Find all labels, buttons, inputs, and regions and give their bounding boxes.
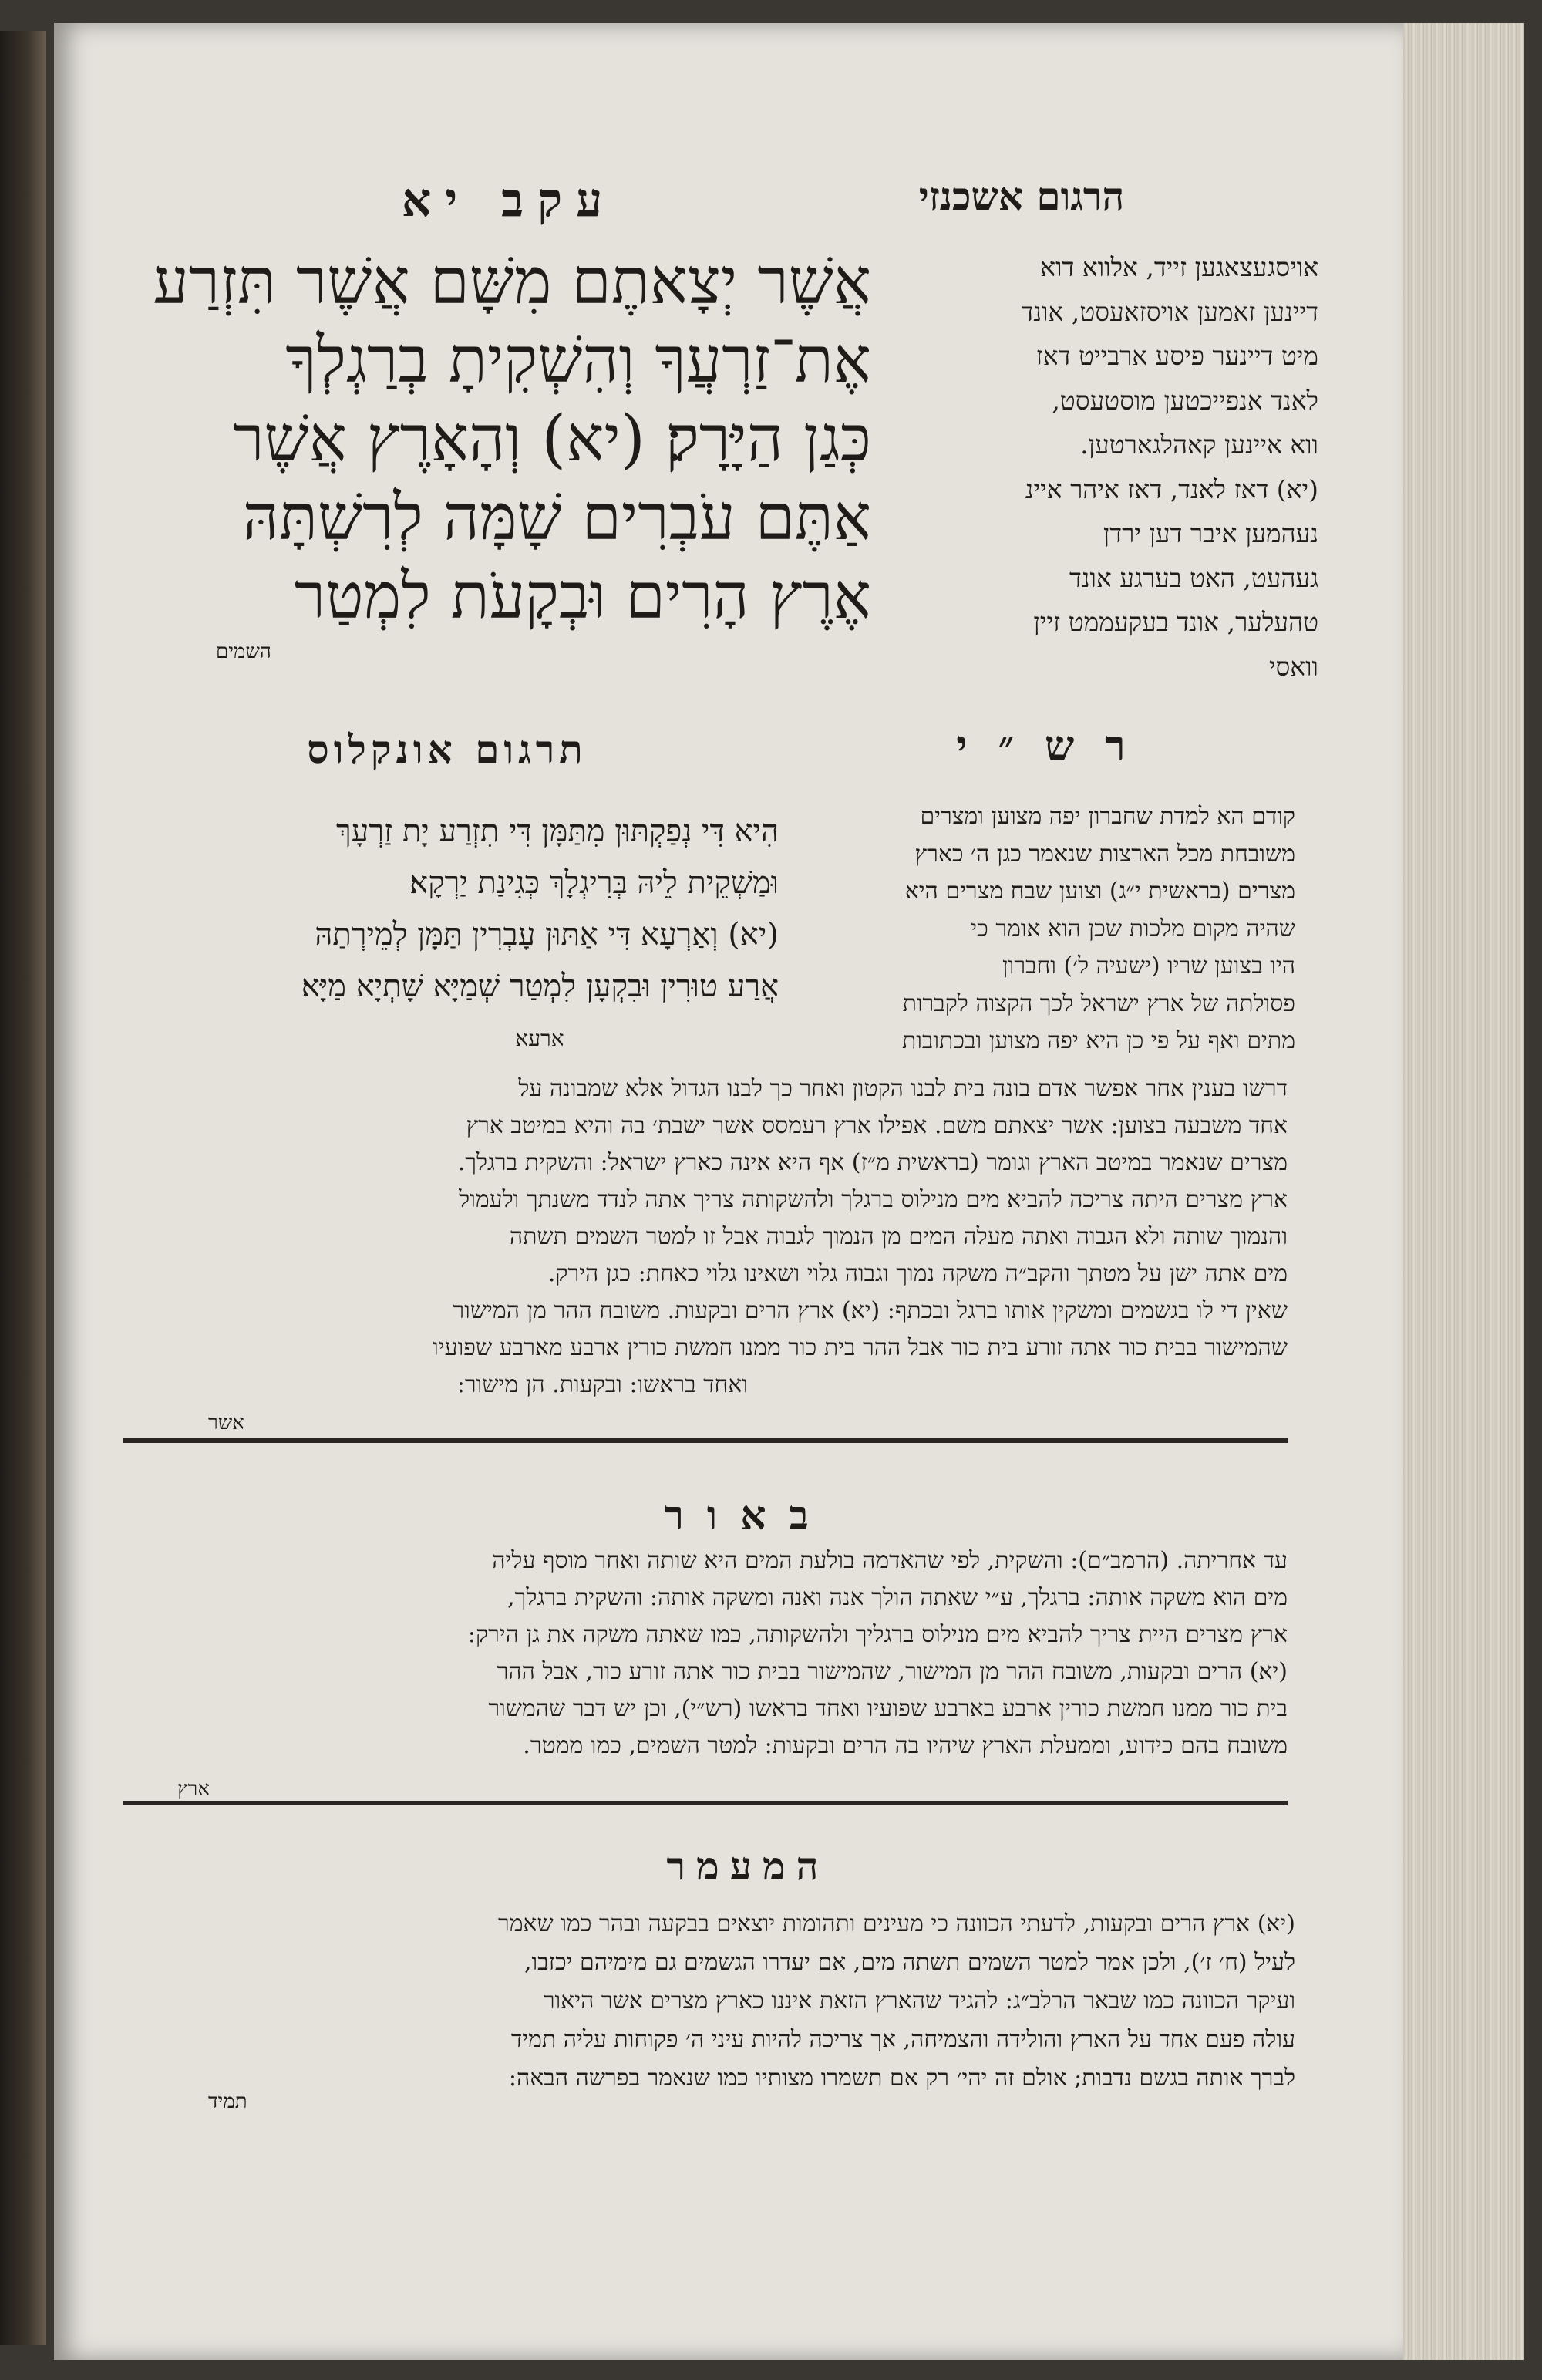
targum-line: געהעט, האט בערגע אונד [1069, 562, 1318, 593]
rashi-line: היו בצוען שריו (ישעיה ל׳) וחברון [1002, 952, 1295, 979]
verse-line: אֶרֶץ הָרִים וּבְקָעֹת לִמְטַר [294, 560, 871, 633]
biur-line: משובח בהם כידוע, וממעלת הארץ שיהיו בה הרים ובקעות: למטר השמים, כמו ממטר. [523, 1732, 1288, 1759]
targum-line: לאנד אנפייכטען מוסטעסט, [1052, 385, 1318, 416]
divider-rule [123, 1438, 1288, 1443]
verse-text [139, 243, 871, 636]
divider-rule [123, 1801, 1288, 1805]
onkelos-catchword: ארעא [515, 1026, 564, 1051]
rashi-line: קודם הא למדת שחברון יפה מצוען ומצרים [920, 803, 1295, 830]
biur-line: (יא) הרים ובקעות, משובח ההר מן המישור, שהמישור בבית כור אתה זורע כור, אבל ההר [497, 1658, 1288, 1685]
rashi-text-top [794, 798, 1295, 1060]
onkelos-text [146, 806, 779, 1064]
rashi-line: ואחד בראשו: ובקעות. הן מישור: [456, 1371, 748, 1398]
verse-line: אַתֶּם עֹבְרִים שָׁמָּה לְרִשְׁתָּהּ [242, 481, 871, 555]
rashi-heading: רש״י [956, 721, 1156, 770]
verse-catchword: השמים [216, 640, 271, 663]
rashi-catchword: אשר [208, 1411, 244, 1434]
biur-heading: באור [664, 1492, 832, 1539]
targum-line: ווא איינען קאהלגארטען. [1080, 430, 1318, 460]
page-stack-edge [1399, 23, 1524, 2360]
rashi-line: פסולתה של ארץ ישראל לכך הקצוה לקברות [902, 989, 1295, 1017]
hameamer-heading: המעמר [666, 1843, 830, 1889]
targum-ashkenazi-heading: הרגום אשכנזי [918, 174, 1125, 219]
hameamer-text [170, 1905, 1295, 2098]
rashi-line: מתים ואף על פי כן היא יפה מצוען ובכתובות [901, 1027, 1295, 1054]
targum-ashkenazi-text [856, 245, 1318, 689]
targum-line: אויסגעצאגען זייד, אלווא דוא [1040, 252, 1318, 282]
verse-line: אֲשֶׁר יְצָאתֶם מִשָּׁם אֲשֶׁר תִּזְרַע [153, 245, 871, 319]
hameamer-line: (יא) ארץ הרים ובקעות, לדעתי הכוונה כי מעינים ותהומות יוצאים בבקעה ובהר כמו שאמר [498, 1910, 1295, 1937]
targum-line: מיט דיינער פיסע ארבייט דאז [1035, 341, 1318, 371]
rashi-line: דרשו בענין אחר אפשר אדם בונה בית לבנו הקטון ואחר כך לבנו הגדול אלא שמבונה על [518, 1075, 1288, 1102]
rashi-text-bottom [162, 1070, 1288, 1404]
rashi-line: מצרים שנאמר במיטב הארץ וגומר (בראשית מ״ז) אף היא אינה כארץ ישראל: והשקית ברגלך. [457, 1149, 1288, 1176]
book-spine-edge [0, 31, 46, 2345]
onkelos-line: וּמַשְׁקֵית לֵיהּ בְּרִיגְלָךְ כְּגִינַת יַרְקָא׃ [409, 865, 779, 901]
targum-line: דיינען זאמען אויסזאעסט, אונד [1021, 296, 1318, 327]
biur-line: בית כור ממנו חמשת כורין ארבע בארבע שפועיו ואחד בראשו (רש״י), וכן יש דבר שהמשור [488, 1695, 1288, 1722]
biur-catchword: ארץ [177, 1778, 210, 1801]
rashi-line: והנמוך שותה ולא הגבוה ואתה מעלה המים מן הנמוך לגבוה אבל זו למטר השמים תשתה [509, 1223, 1288, 1250]
onkelos-line: אֲרַע טוּרִין וּבִקְעָן לִמְטַר שְׁמַיָּא שָׁתְיָא מַיָּא׃ [301, 969, 779, 1004]
hameamer-line: ועיקר הכוונה כמו שבאר הרלב״ג: להגיד שהארץ הזאת איננו כארץ מצרים אשר היאור [543, 1987, 1295, 2014]
biur-line: מים הוא משקה אותה: ברגלך, ע״י שאתה הולך אנה ואנה ומשקה אותה: והשקית ברגלך, [507, 1584, 1288, 1611]
targum-line: טהעלער, אונד בעקעממט זיין [1033, 607, 1318, 637]
onkelos-heading: תרגום אונקלוס [307, 726, 588, 772]
verse-line: אֶת־זַרְעֲךָ וְהִשְׁקִיתָ בְרַגְלְךָ [285, 324, 871, 397]
hameamer-catchword: תמיד [208, 2090, 247, 2113]
rashi-line: אחד משבעה בצוען: אשר יצאתם משם. אפילו ארץ רעמסס אשר ישבת׳ בה והיא במיטב ארץ [466, 1112, 1288, 1139]
hameamer-line: עולה פעם אחד על הארץ והולידה והצמיחה, אך צריכה להיות עיני ה׳ פקוחות עליה תמיד [510, 2026, 1295, 2053]
onkelos-line: הִיא דִּי נְפַקְתּוּן מִתַּמָּן דִּי תִזְרַע יָת זַרְעָךְ [336, 814, 779, 849]
targum-line: (יא) דאז לאנד, דאז איהר איינ [1025, 474, 1318, 504]
rashi-line: משובחת מכל הארצות שנאמר כגן ה׳ כארץ [914, 840, 1295, 868]
rashi-line: ארץ מצרים היתה צריכה להביא מים מנילוס ברגלך ולהשקותה צריך אתה לנדד משנתך ולעמול [459, 1186, 1288, 1213]
rashi-line: שהיה מקום מלכות שכן הוא אומר כי [971, 915, 1295, 942]
biur-line: ארץ מצרים היית צריך להביא מים מנילוס ברגליך ולהשקותה, כמו שאתה משקה את גן הירק: [467, 1621, 1288, 1648]
targum-line: נעהמען איבר דען ירדן [1103, 518, 1318, 548]
hameamer-line: לעיל (ח׳ ז׳), ולכן אמר למטר השמים תשתה מים, אם יעדרו הגשמים גם מימיהם יכזבו, [524, 1949, 1295, 1976]
parsha-heading: עקב יא [401, 174, 617, 228]
onkelos-line: (יא) וְאַרְעָא דִּי אַתּוּן עָבְרִין תַּמָּן לְמֵירְתַהּ [315, 917, 779, 952]
rashi-line: שאין די לו בגשמים ומשקין אותו ברגל ובכתף: (יא) ארץ הרים ובקעות. משובח ההר מן המישור [453, 1297, 1288, 1324]
verse-line: כְּגַן הַיָּרָק׃ (יא) וְהָאָרֶץ אֲשֶׁר [233, 403, 871, 476]
targum-line: וואסי [1268, 651, 1318, 682]
biur-text [177, 1542, 1288, 1765]
rashi-line: שהמישור בבית כור אתה זורע בית כור אבל ההר בית כור ממנו חמשת כורין ארבע מארבע שפועיו [433, 1334, 1288, 1361]
book-page [54, 23, 1403, 2360]
rashi-line: מים אתה ישן על מטתך והקב״ה משקה נמוך וגבוה גלוי ושאינו גלוי כאחת: כגן הירק. [547, 1260, 1288, 1287]
biur-line: עד אחריתה. (הרמב״ם): והשקית, לפי שהאדמה בולעת המים היא שותה ואחר מוסף עליה [492, 1547, 1288, 1574]
rashi-line: מצרים (בראשית י״ג) וצוען שבח מצרים היא [904, 878, 1295, 905]
hameamer-line: לברך אותה בגשם נדבות; אולם זה יהי׳ רק אם תשמרו מצותיו כמו שנאמר בפרשה הבאה: [508, 2065, 1295, 2092]
